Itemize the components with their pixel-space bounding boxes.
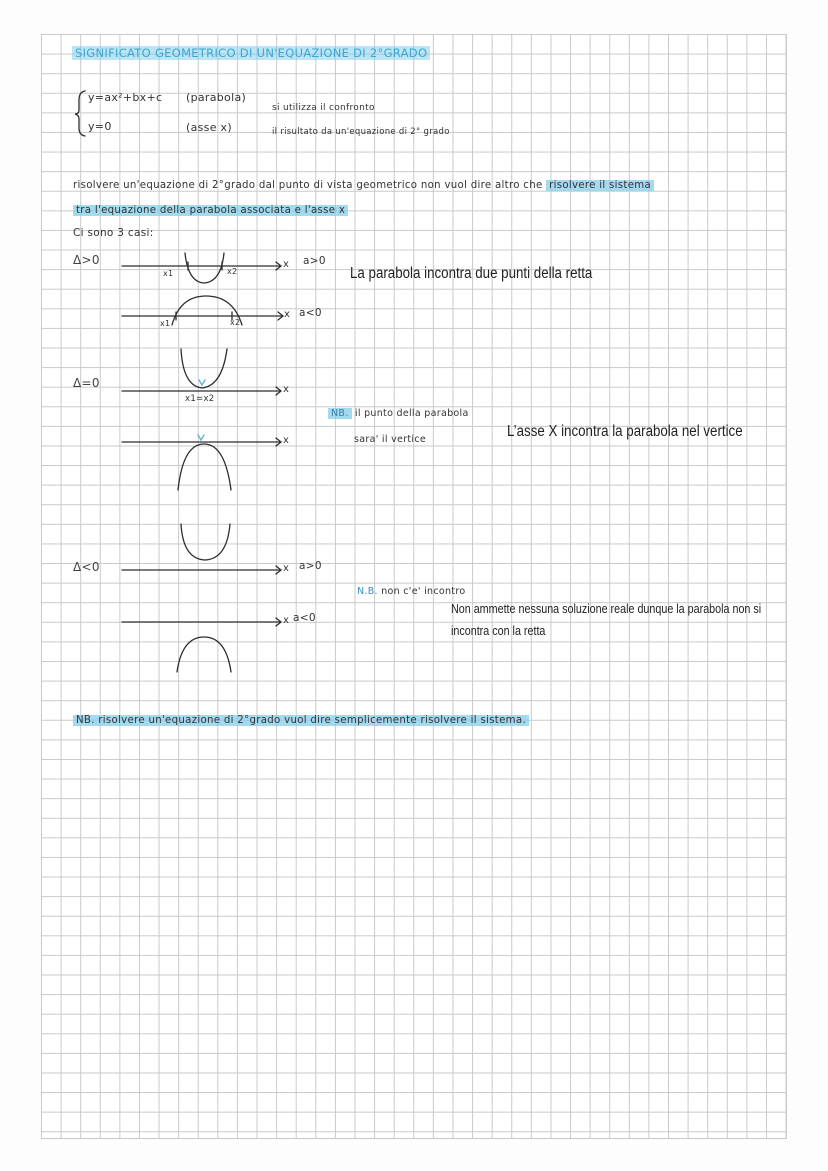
axis-x-label: x: [283, 435, 290, 446]
highlight-risolvere: risolvere il sistema: [546, 180, 654, 191]
x1-equals-x2-label: x1=x2: [185, 394, 215, 404]
axis-x-label: x: [283, 384, 290, 395]
x2-label: x2: [227, 267, 238, 276]
axis-x-label: x: [284, 309, 291, 320]
page-title: SIGNIFICATO GEOMETRICO DI UN'EQUAZIONE DI 2°GRADO: [72, 47, 430, 60]
typed-note-no-solution-1: Non ammette nessuna soluzione reale dunque la parabola non si: [451, 602, 762, 616]
axis-x-label: x: [283, 259, 290, 270]
a-positive-label: a>0: [299, 560, 322, 572]
parabola-note: (parabola): [186, 91, 247, 104]
delta-zero-label: Δ=0: [73, 376, 100, 390]
equation-parabola: y=ax²+bx+c: [88, 91, 163, 104]
delta-negative-label: Δ<0: [73, 560, 100, 574]
cases-label: Ci sono 3 casi:: [73, 227, 154, 239]
intro-line-2: tra l'equazione della parabola associata e l'asse x: [73, 205, 348, 216]
x1-label: x1: [163, 269, 174, 278]
comment-risultato: il risultato da un'equazione di 2° grado: [272, 127, 450, 137]
nb-no-intersection: N.B. non c'e' incontro: [357, 586, 466, 597]
axis-x-label: x: [283, 563, 290, 574]
axis-x-label: x: [283, 615, 290, 626]
x1-label: x1: [160, 319, 171, 328]
a-positive-label: a>0: [303, 255, 326, 267]
comment-confronto: si utilizza il confronto: [272, 103, 375, 113]
typed-note-no-solution-2: incontra con la retta: [451, 624, 546, 638]
axis-note: (asse x): [186, 121, 232, 134]
a-negative-label: a<0: [299, 307, 322, 319]
x2-label: x2: [230, 318, 241, 327]
a-negative-label: a<0: [293, 612, 316, 624]
intro-line-1: risolvere un'equazione di 2°grado dal punto di vista geometrico non vuol dire altro che risolvere il sistema: [73, 180, 654, 191]
typed-note-vertex: L’asse X incontra la parabola nel vertice: [507, 423, 743, 440]
final-nb-note: NB. risolvere un'equazione di 2°grado vuol dire semplicemente risolvere il sistema.: [73, 715, 529, 726]
nb-vertex-note: NB. il punto della parabola: [328, 409, 469, 419]
delta-positive-label: Δ>0: [73, 253, 100, 267]
equation-axis: y=0: [88, 120, 112, 133]
nb-vertex-note-line-2: sara' il vertice: [354, 434, 427, 445]
typed-note-two-points: La parabola incontra due punti della retta: [350, 265, 593, 282]
